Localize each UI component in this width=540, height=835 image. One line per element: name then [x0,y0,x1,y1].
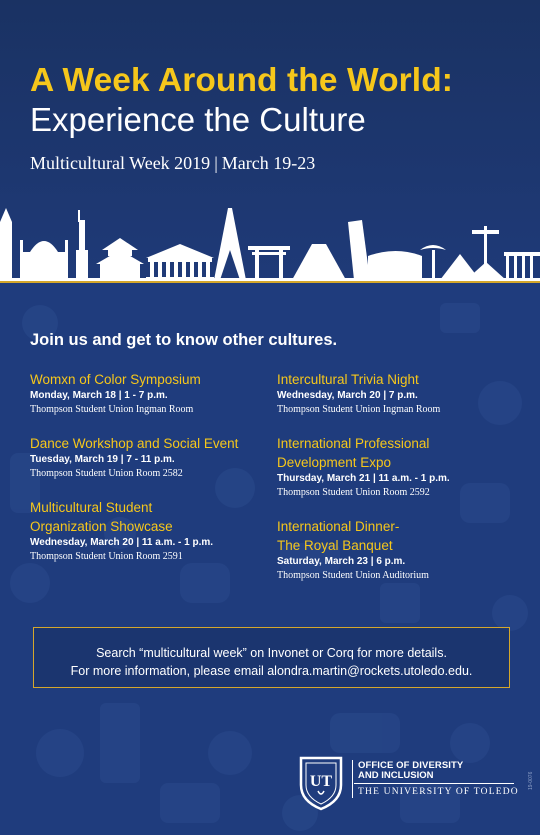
office-rule [354,783,514,784]
title-line-2: Experience the Culture [30,101,366,138]
event-location: Thompson Student Union Auditorium [277,570,429,581]
event-location: Thompson Student Union Room 2582 [30,468,183,479]
event-title-continued: The Royal Banquet [277,538,393,553]
event-date-time: Saturday, March 23 | 6 p.m. [277,556,406,567]
event-title: Intercultural Trivia Night [277,372,419,387]
logo-divider [352,760,353,798]
event-title-continued: Organization Showcase [30,519,173,534]
event-location: Thompson Student Union Ingman Room [277,404,441,415]
ut-logo-text: UT [309,773,333,790]
event-location: Thompson Student Union Ingman Room [30,404,194,415]
office-name-line-2: AND INCLUSION [358,770,434,781]
intro-heading: Join us and get to know other cultures. [30,331,338,349]
ut-shield-icon [298,755,344,811]
event-date-time: Tuesday, March 19 | 7 - 11 p.m. [30,454,175,465]
event-item [277,370,522,417]
office-name-line-1: OFFICE OF DIVERSITY [358,760,464,771]
subtitle-event-name: Multicultural Week 2019 [30,153,211,173]
event-title: Multicultural Student [30,500,153,515]
event-title-continued: Development Expo [277,455,392,470]
event-title: International Dinner- [277,519,400,534]
side-code: 19-0076 [528,771,534,790]
info-contact-text: For more information, please email alondra.martin@rockets.utoledo.edu. [70,664,473,678]
event-date-time: Thursday, March 21 | 11 a.m. - 1 p.m. [277,473,450,484]
event-title: Dance Workshop and Social Event [30,436,239,451]
event-location: Thompson Student Union Room 2591 [30,551,183,562]
event-item [30,370,275,417]
university-name: THE UNIVERSITY OF TOLEDO [358,787,519,797]
event-date-time: Monday, March 18 | 1 - 7 p.m. [30,390,168,401]
subtitle-separator: | [214,153,218,173]
subtitle-dates: March 19-23 [221,153,316,173]
event-date-time: Wednesday, March 20 | 7 p.m. [277,390,418,401]
event-location: Thompson Student Union Room 2592 [277,487,430,498]
event-item [30,498,275,564]
header [0,0,540,283]
skyline-landmarks-icon [0,200,540,284]
info-box [33,627,510,688]
event-title: Womxn of Color Symposium [30,372,201,387]
event-date-time: Wednesday, March 20 | 11 a.m. - 1 p.m. [30,537,214,548]
subtitle [30,153,315,174]
event-title: International Professional [277,436,430,451]
event-item [277,517,522,583]
info-search-text: Search “multicultural week” on Invonet or Corq for more details. [96,646,447,660]
title-line-1: A Week Around the World: [30,62,454,99]
event-item [30,434,275,481]
event-item [277,434,522,500]
